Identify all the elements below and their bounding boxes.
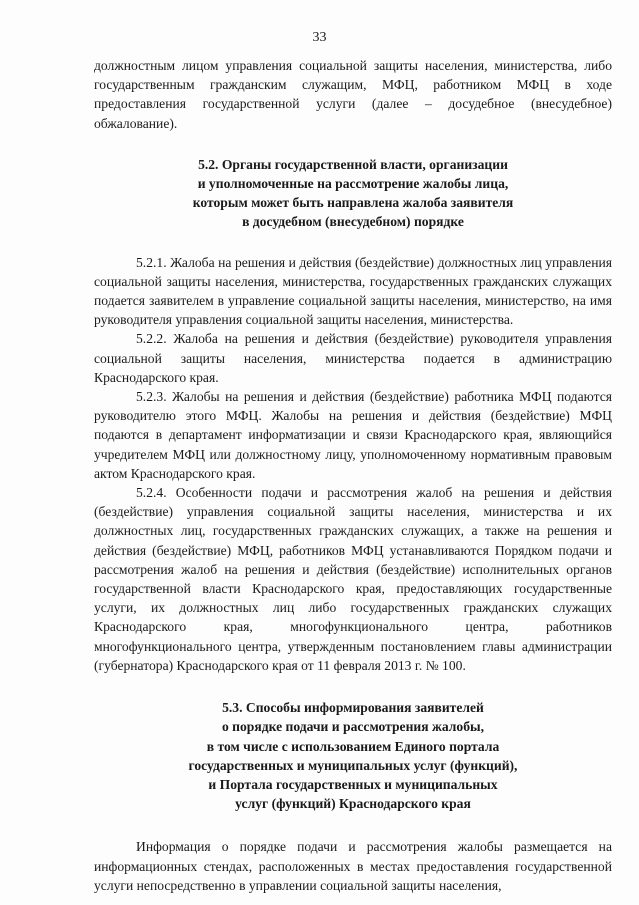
heading-line: услуг (функций) Краснодарского края bbox=[235, 796, 471, 812]
paragraph-5-3-info: Информация о порядке подачи и рассмотрения жалобы размещается на информационных стендах, расположенных в местах предоставления государственной услуги непосредственно в управлении социальной защиты населения, bbox=[94, 839, 612, 893]
heading-line: государственных и муниципальных услуг (функций), bbox=[188, 757, 518, 773]
heading-line: в том числе с использованием Единого портала bbox=[206, 738, 500, 754]
heading-line: которым может быть направлена жалоба заявителя bbox=[192, 195, 514, 211]
heading-line: 5.2. Органы государственной власти, организации bbox=[198, 156, 508, 172]
paragraph-5-2-3: 5.2.3. Жалобы на решения и действия (бездействие) работника МФЦ подаются руководителю этого МФЦ. Жалобы на решения и действия (бездействие) МФЦ подаются в департамент информатизации и связи Краснодарского края, являющийся учредителем МФЦ или должностному лицу, уполномоченному нормативным правовым актом Краснодарского края. bbox=[94, 389, 612, 481]
section-5-3-heading bbox=[94, 698, 612, 813]
intro-paragraph: должностным лицом управления социальной защиты населения, министерства, либо государственным гражданским служащим, МФЦ, работником МФЦ в ходе предоставления государственной услуги (далее – досудебное (внесудебное) обжалование). bbox=[94, 58, 612, 131]
paragraph-5-2-1: 5.2.1. Жалоба на решения и действия (бездействие) должностных лиц управления социальной защиты населения, министерства, государственных гражданских служащих подается заявителем в управление социальной защиты населения, министерство, на имя руководителя управления социальной защиты населения, министерства. bbox=[94, 254, 612, 328]
spacer bbox=[94, 232, 612, 253]
heading-line: и уполномоченные на рассмотрение жалобы лица, bbox=[197, 176, 509, 192]
paragraph-5-2-2: 5.2.2. Жалоба на решения и действия (бездействие) руководителя управления социальной защиты населения, министерства подается в администрацию Краснодарского края. bbox=[94, 331, 612, 385]
heading-line: 5.3. Способы информирования заявителей bbox=[222, 700, 484, 716]
page-content bbox=[94, 56, 612, 895]
spacer bbox=[94, 133, 612, 155]
section-5-2-heading bbox=[94, 155, 612, 232]
spacer bbox=[94, 675, 612, 698]
heading-line: о порядке подачи и рассмотрения жалобы, bbox=[221, 719, 485, 735]
heading-line: в досудебном (внесудебном) порядке bbox=[242, 214, 464, 230]
spacer bbox=[94, 813, 612, 837]
heading-line: и Портала государственных и муниципальных bbox=[208, 776, 498, 792]
paragraph-5-2-4: 5.2.4. Особенности подачи и рассмотрения жалоб на решения и действия (бездействие) управления социальной защиты населения, министерства и их должностных лиц, государственных гражданских служащих, а также на решения и действия (бездействие) МФЦ, работников МФЦ устанавливаются Порядком подачи и рассмотрения жалоб на решения и действия (бездействие) исполнительных органов государственной власти Краснодарского края, предоставляющих государственные услуги, их должностных лиц либо государственных гражданских служащих Краснодарского края, многофункционального центра, работников многофункционального центра, утвержденным постановлением главы администрации (губернатора) Краснодарского края от 11 февраля 2013 г. № 100. bbox=[94, 485, 612, 673]
page-number: 33 bbox=[312, 30, 327, 45]
